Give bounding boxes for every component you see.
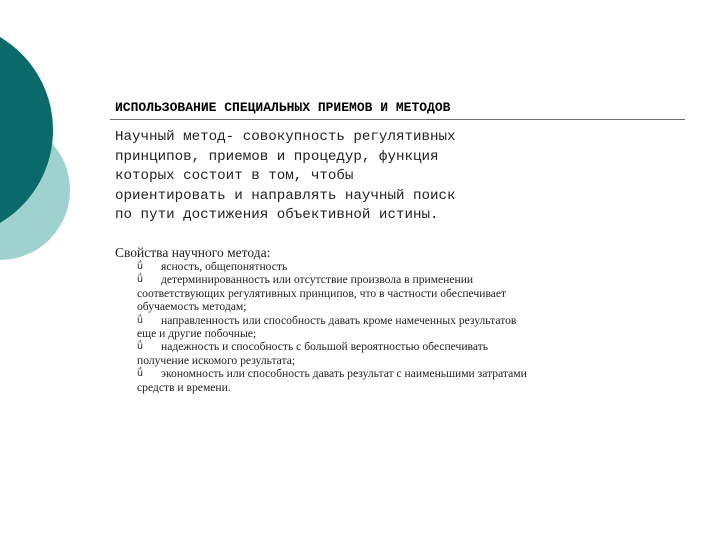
bullet-icon: ǘ [137, 274, 144, 286]
property-item [137, 314, 675, 341]
bullet-icon: ǘ [137, 261, 144, 272]
property-line: ясность, общепонятность [161, 260, 288, 273]
property-item [137, 367, 675, 394]
property-line: еще и другие побочные; [137, 327, 257, 341]
property-item [137, 260, 675, 273]
bullet-icon: ǘ [137, 341, 144, 353]
property-line: детерминированность или отсутствие произвола в применении [161, 273, 474, 287]
bullet-icon: ǘ [137, 368, 144, 380]
properties-list [137, 260, 675, 394]
definition-line: принципов, приемов и процедур, функция [115, 148, 439, 165]
properties-heading: Свойства научного метода: [115, 245, 271, 260]
definition-line: которых состоит в том, чтобы [115, 168, 354, 185]
property-line: получение искомого результата; [137, 353, 296, 367]
property-item [137, 340, 675, 367]
property-line: обучаемость методам; [137, 300, 247, 314]
slide-title: ИСПОЛЬЗОВАНИЕ СПЕЦИАЛЬНЫХ ПРИЕМОВ И МЕТОДОВ [115, 100, 451, 115]
definition-text [115, 128, 675, 226]
definition-line: Научный метод- совокупность регулятивных [115, 129, 456, 145]
property-line: соответствующих регулятивных принципов, что в частности обеспечивает [137, 286, 507, 300]
bullet-icon: ǘ [137, 314, 144, 326]
definition-line: ориентировать и направлять научный поиск [115, 187, 456, 204]
property-line: средств и времени. [137, 380, 231, 394]
properties-section [115, 246, 675, 394]
property-line: надежность и способность с большой вероятностью обеспечивать [161, 340, 489, 354]
property-line: экономность или способность давать результат с наименьшими затратами [161, 367, 527, 381]
property-line: направленность или способность давать кроме намеченных результатов [161, 313, 517, 327]
title-divider [110, 119, 685, 120]
definition-line: по пути достижения объективной истины. [115, 207, 439, 224]
property-item [137, 273, 675, 313]
